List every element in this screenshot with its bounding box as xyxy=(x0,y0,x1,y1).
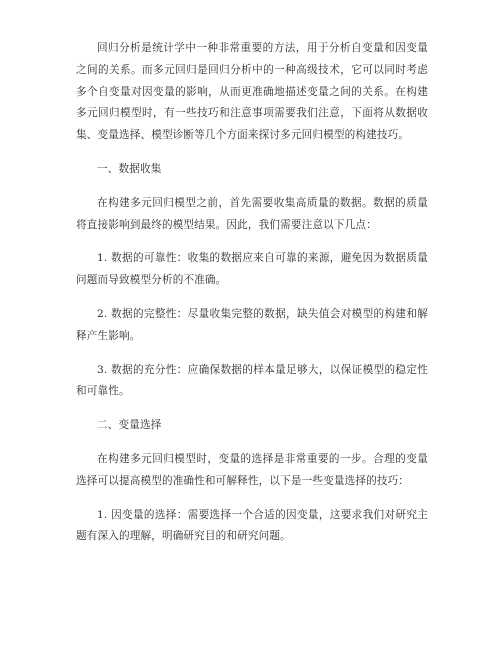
section1-intro-paragraph: 在构建多元回归模型之前，首先需要收集高质量的数据。数据的质量将直接影响到最终的模型结果。因此，我们需要注意以下几点： xyxy=(76,196,428,231)
document-page xyxy=(76,38,428,560)
section-heading-variable-selection: 二、变量选择 xyxy=(97,419,162,432)
intro-paragraph: 回归分析是统计学中一种非常重要的方法，用于分析自变量和因变量之间的关系。而多元回归是回归分析中的一种高级技术，它可以同时考虑多个自变量对因变量的影响，从而更准确地描述变量之间的关系。在构建多元回归模型时，有一些技巧和注意事项需要我们注意，下面将从数据收集、变量选择、模型诊断等几个方面来探讨多元回归模型的构建技巧。 xyxy=(76,42,428,142)
section2-intro-paragraph: 在构建多元回归模型时，变量的选择是非常重要的一步。合理的变量选择可以提高模型的准确性和可解释性，以下是一些变量选择的技巧： xyxy=(76,452,428,487)
section-heading-data-collection: 一、数据收集 xyxy=(97,162,162,175)
list-item: 3. 数据的充分性：应确保数据的样本量足够大，以保证模型的稳定性和可靠性。 xyxy=(76,363,428,398)
list-item: 2. 数据的完整性：尽量收集完整的数据，缺失值会对模型的构建和解释产生影响。 xyxy=(76,307,428,342)
list-item: 1. 数据的可靠性：收集的数据应来自可靠的来源，避免因为数据质量问题而导致模型分析的不准确。 xyxy=(76,252,428,287)
list-item: 1. 因变量的选择：需要选择一个合适的因变量，这要求我们对研究主题有深入的理解，明确研究目的和研究问题。 xyxy=(76,508,428,543)
